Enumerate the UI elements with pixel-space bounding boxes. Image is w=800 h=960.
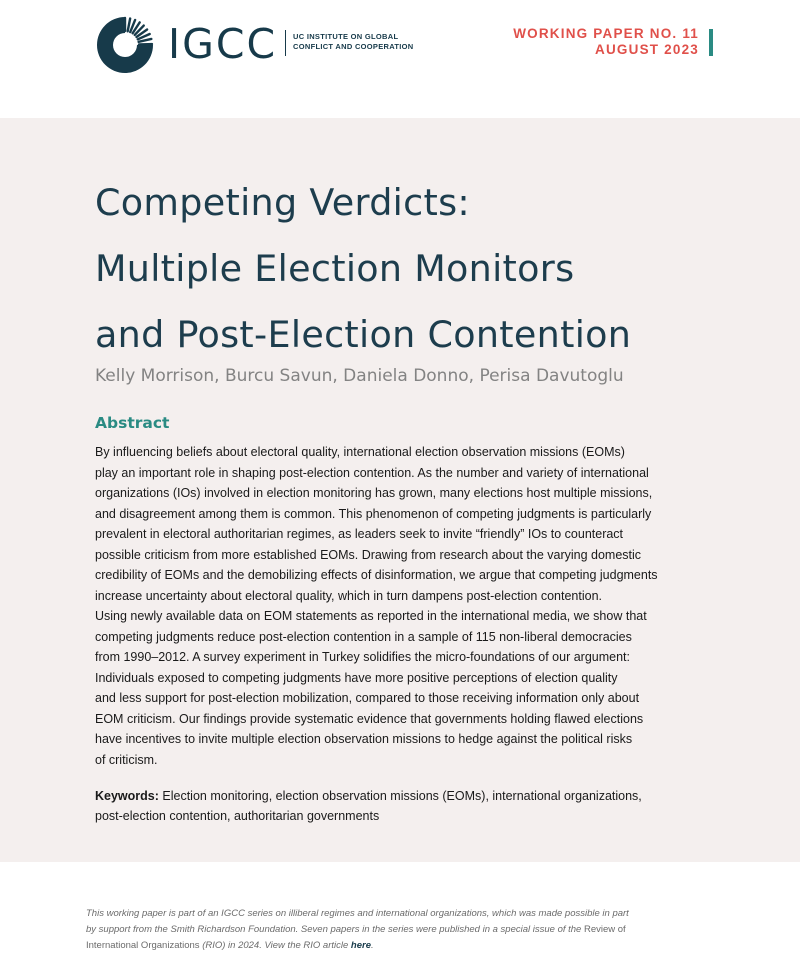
paper-title	[95, 170, 631, 368]
abstract-line: play an important role in shaping post-election contention. As the number and variety of international	[95, 465, 649, 480]
abstract-line: increase uncertainty about electoral quality, which in turn dampens post-election contention.	[95, 588, 603, 603]
footer-line: This working paper is part of an IGCC series on illiberal regimes and international organizations, which was made possible in part	[86, 908, 629, 919]
title-line: and Post-Election Contention	[95, 313, 632, 356]
abstract-line: have incentives to invite multiple election observation missions to hedge against the political risks	[95, 732, 633, 746]
keywords	[95, 786, 710, 826]
footer-line: by support from the Smith Richardson Foundation. Seven papers in the series were published in a special issue of the	[86, 924, 582, 935]
logo-tagline: UC INSTITUTE ON GLOBAL CONFLICT AND COOPERATION	[293, 32, 414, 51]
abstract-line: prevalent in electoral authoritarian regimes, as leaders seek to invite “friendly” IOs to counteract	[95, 527, 624, 541]
abstract-line: Using newly available data on EOM statements as reported in the international media, we show that	[95, 609, 647, 623]
abstract-line: organizations (IOs) involved in election monitoring has grown, many elections host multiple missions,	[95, 486, 653, 500]
keywords-text: Election monitoring, election observation missions (EOMs), international organizations,	[162, 789, 642, 803]
abstract-line: By influencing beliefs about electoral quality, international election observation missions (EOMs)	[95, 445, 625, 459]
authors: Kelly Morrison, Burcu Savun, Daniela Donno, Perisa Davutoglu	[95, 366, 624, 386]
abstract-line: credibility of EOMs and the demobilizing effects of disinformation, we argue that competing judgments	[95, 568, 658, 582]
abstract-heading: Abstract	[95, 414, 170, 432]
abstract-line: Individuals exposed to competing judgments have more positive perceptions of election quality	[95, 670, 618, 685]
abstract-line: from 1990–2012. A survey experiment in Turkey solidifies the micro-foundations of our argument:	[95, 650, 631, 664]
keywords-label: Keywords:	[95, 789, 159, 803]
abstract-text	[95, 442, 710, 770]
abstract-line: of criticism.	[95, 752, 158, 767]
publication-date: AUGUST 2023	[595, 42, 699, 57]
keywords-text: post-election contention, authoritarian governments	[95, 809, 380, 823]
accent-bar	[709, 29, 713, 56]
abstract-line: and less support for post-election mobilization, compared to those receiving information only about	[95, 691, 640, 705]
working-paper-number: WORKING PAPER NO. 11	[513, 26, 699, 41]
abstract-line: competing judgments reduce post-election contention in a sample of 115 non-liberal democracies	[95, 629, 632, 644]
logo-divider	[285, 30, 286, 56]
abstract-line: possible criticism from more established EOMs. Drawing from research about the varying domestic	[95, 547, 642, 562]
logo-ray	[128, 19, 130, 32]
logo-wordmark: IGCC	[168, 20, 278, 68]
rio-article-link[interactable]: here	[350, 940, 371, 951]
page-header	[0, 0, 800, 118]
title-line: Multiple Election Monitors	[95, 247, 575, 290]
journal-name: International Organizations	[86, 940, 200, 951]
igcc-logo-icon	[93, 13, 157, 77]
abstract-line: EOM criticism. Our findings provide systematic evidence that governments holding flawed elections	[95, 711, 644, 726]
title-line: Competing Verdicts:	[95, 181, 471, 224]
abstract-line: and disagreement among them is common. This phenomenon of competing judgments is particularly	[95, 506, 652, 521]
working-paper-label	[513, 26, 699, 58]
funding-note: This working paper is part of an IGCC series on illiberal regimes and international organizations, which was made possible in part by support from the Smith Richardson Foundation. Seven papers in the series were published in a special issue of the Review of International Organizations (RIO) in 2024. View the RIO article here.	[86, 906, 726, 954]
footer-line: (RIO) in 2024. View the RIO article	[202, 940, 349, 951]
journal-name: Review of	[583, 924, 626, 935]
